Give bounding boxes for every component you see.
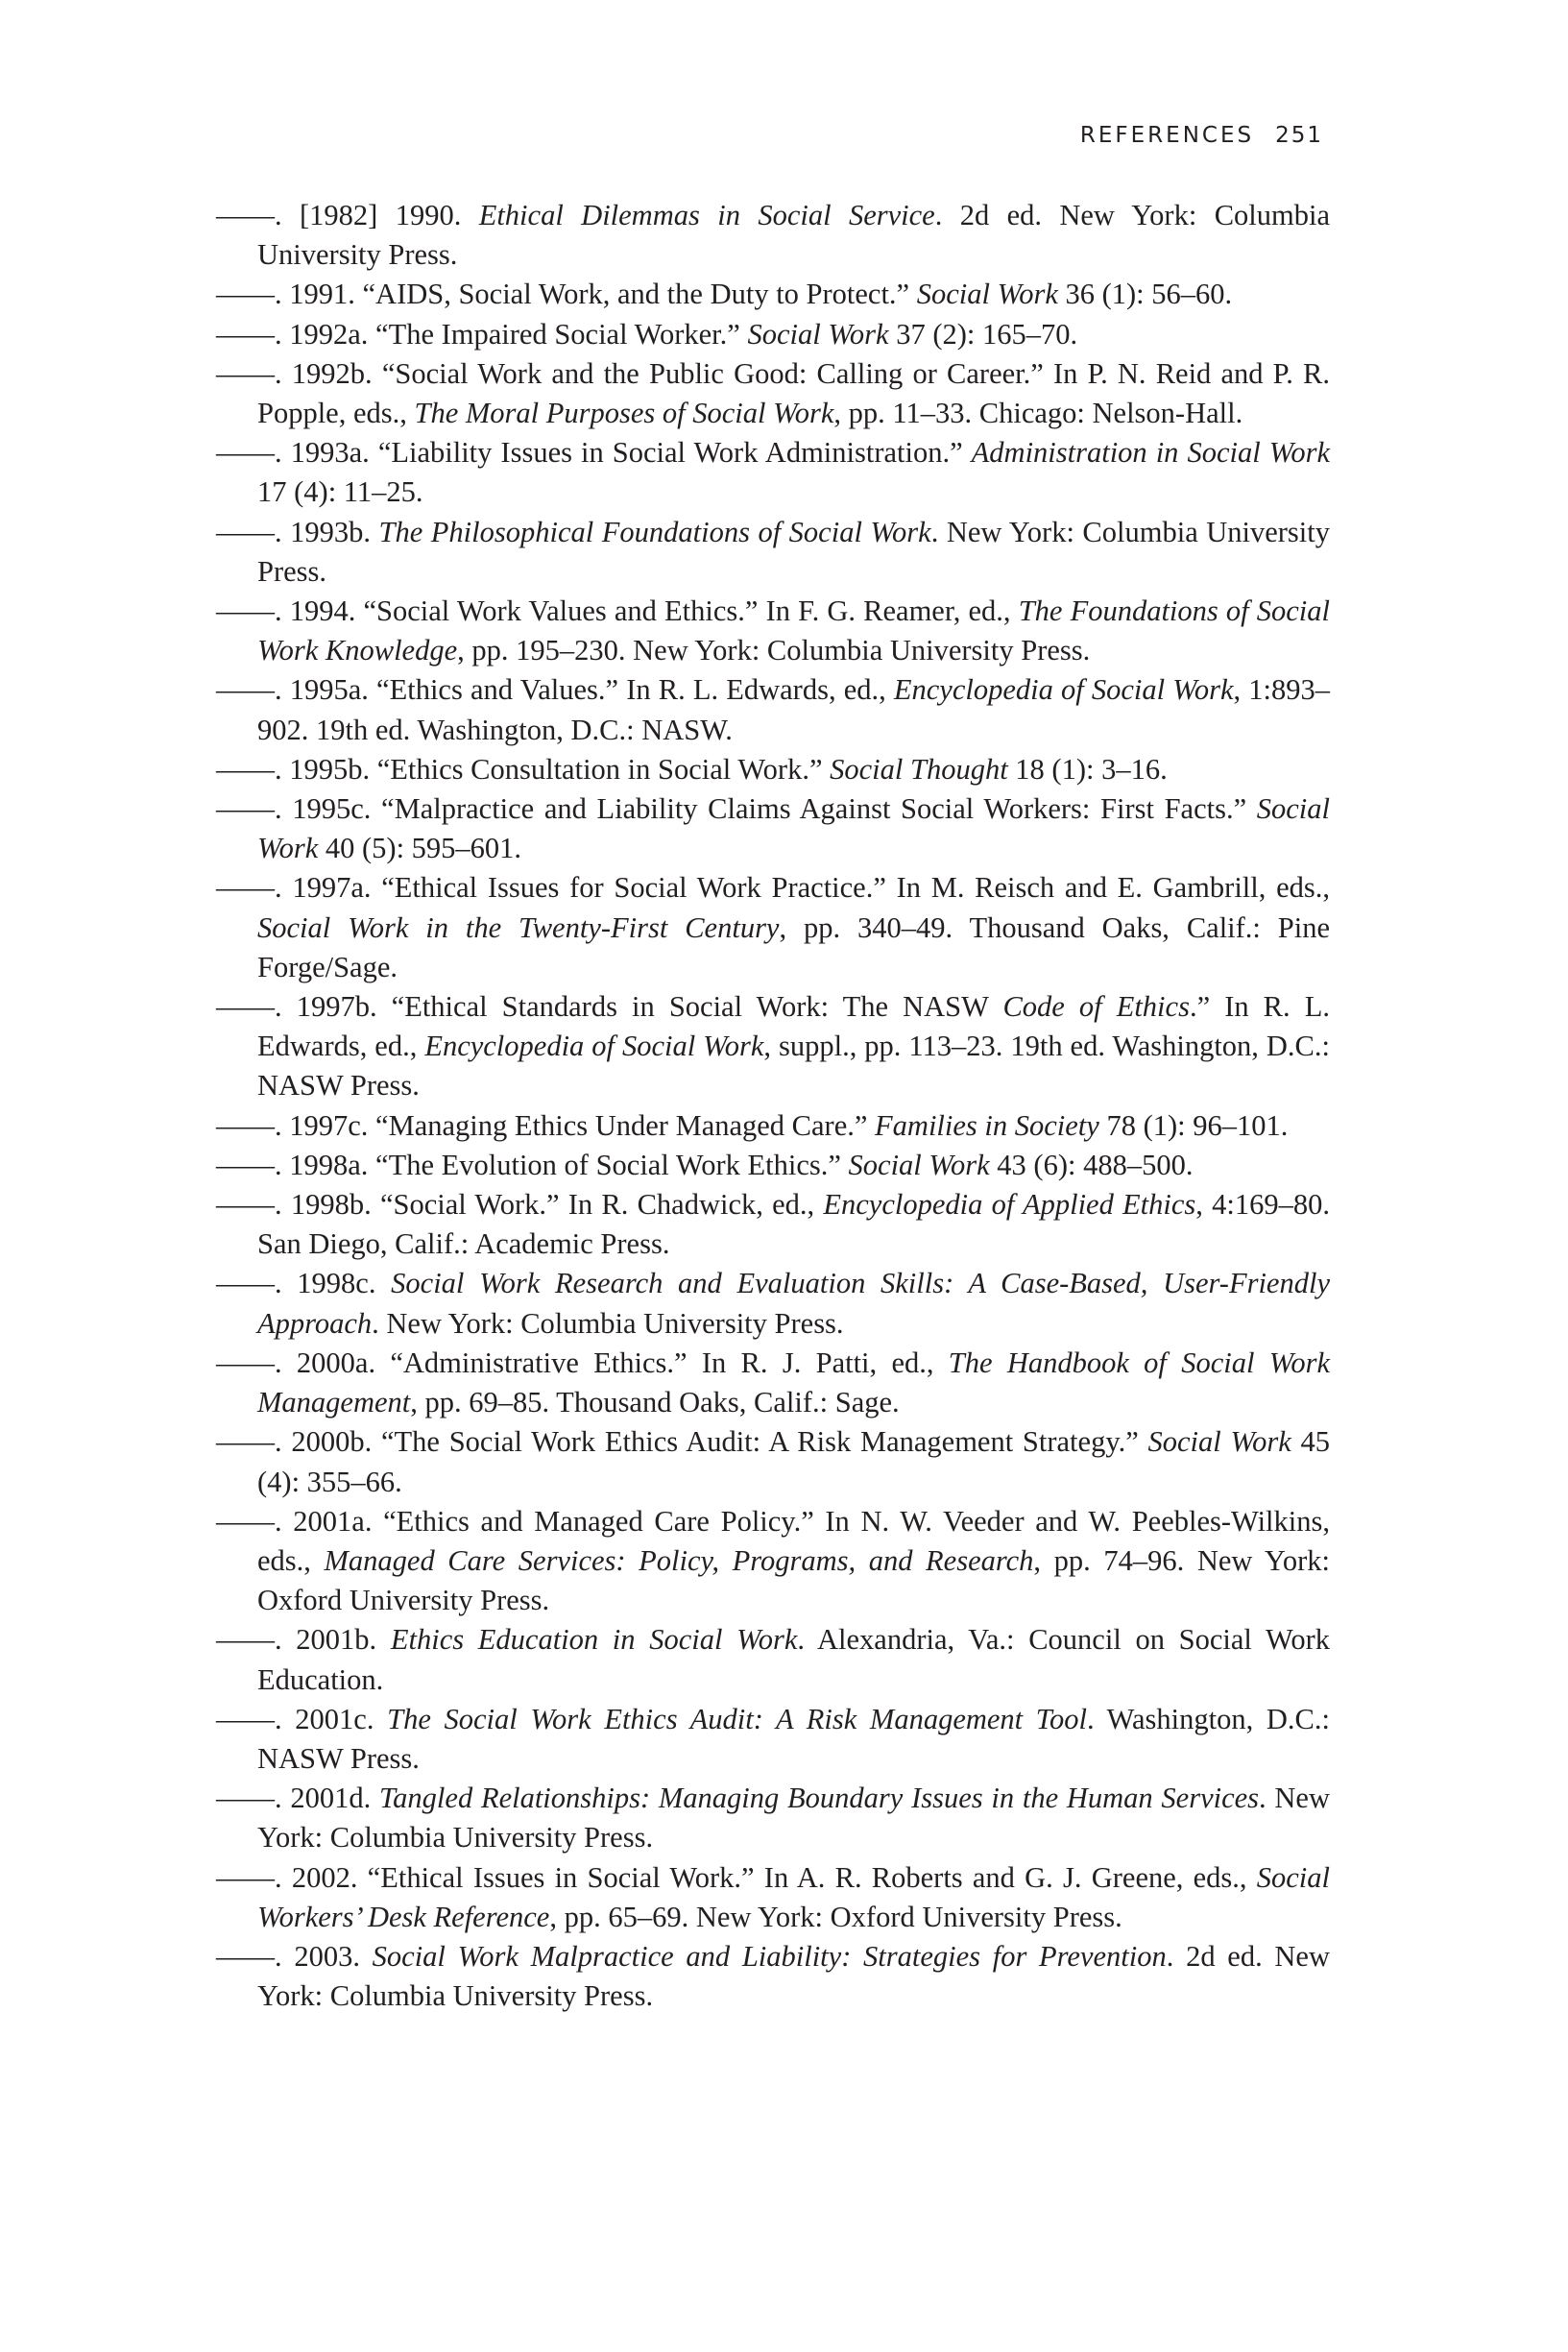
reference-entry: ——. 1995c. “Malpractice and Liability Claims Against Social Workers: First Facts.” Social Work 40 (5): 595–601. xyxy=(216,792,1330,865)
reference-entry: ——. 2002. “Ethical Issues in Social Work.” In A. R. Roberts and G. J. Greene, eds., Social Workers’ Desk Reference, pp. 65–69. New York: Oxford University Press. xyxy=(216,1860,1330,1933)
work-title: Social Work xyxy=(848,1148,990,1181)
work-title: Tangled Relationships: Managing Boundary Issues in the Human Services xyxy=(379,1782,1260,1815)
repeat-author-dash: ——. xyxy=(216,1267,282,1300)
repeat-author-dash: ——. xyxy=(216,199,282,231)
repeat-author-dash: ——. xyxy=(216,1504,282,1538)
work-title: Social Work xyxy=(257,792,1330,865)
work-title: Code of Ethics xyxy=(1002,990,1190,1024)
reference-entry: ——. 1992b. “Social Work and the Public Good: Calling or Career.” In P. N. Reid and P. R. Popple, eds., The Moral Purposes of Social Work, pp. 11–33. Chicago: Nelson-Hall. xyxy=(216,356,1330,430)
reference-entry: ——. 1995b. “Ethics Consultation in Social Work.” Social Thought 18 (1): 3–16. xyxy=(216,752,1168,786)
reference-entry: ——. 2001d. Tangled Relationships: Managing Boundary Issues in the Human Services. New York: Columbia University Press. xyxy=(216,1782,1330,1855)
work-title: Administration in Social Work xyxy=(971,436,1330,470)
work-title: Social Work in the Twenty-First Century xyxy=(257,910,780,944)
repeat-author-dash: ——. xyxy=(216,1108,282,1142)
work-title: Ethics Education in Social Work xyxy=(390,1623,798,1657)
reference-entry: ——. 2003. Social Work Malpractice and Liability: Strategies for Prevention. 2d ed. New York: Columbia University Press. xyxy=(216,1939,1330,2013)
repeat-author-dash: ——. xyxy=(216,990,282,1024)
repeat-author-dash: ——. xyxy=(216,1702,282,1735)
work-title: Encyclopedia of Social Work xyxy=(893,673,1234,707)
repeat-author-dash: ——. xyxy=(216,792,282,826)
repeat-author-dash: ——. xyxy=(216,1939,282,1973)
repeat-author-dash: ——. xyxy=(216,278,282,311)
work-title: Social Work xyxy=(916,278,1058,311)
reference-entry: ——. 1995a. “Ethics and Values.” In R. L. Edwards, ed., Encyclopedia of Social Work, 1:893–902. 19th ed. Washington, D.C.: NASW. xyxy=(216,673,1330,746)
repeat-author-dash: ——. xyxy=(216,752,282,786)
reference-entry: ——. 2000a. “Administrative Ethics.” In R. J. Patti, ed., The Handbook of Social Work Management, pp. 69–85. Thousand Oaks, Calif.: Sage. xyxy=(216,1346,1330,1419)
reference-entry: ——. 1994. “Social Work Values and Ethics.” In F. G. Reamer, ed., The Foundations of Social Work Knowledge, pp. 195–230. New York: Columbia University Press. xyxy=(216,594,1330,667)
repeat-author-dash: ——. xyxy=(216,673,282,707)
work-title: The Foundations of Social Work Knowledge xyxy=(257,594,1330,667)
reference-entry: ——. 1991. “AIDS, Social Work, and the Duty to Protect.” Social Work 36 (1): 56–60. xyxy=(216,278,1233,311)
repeat-author-dash: ——. xyxy=(216,1623,282,1657)
repeat-author-dash: ——. xyxy=(216,317,282,351)
work-title: Social Workers’ Desk Reference xyxy=(257,1860,1330,1933)
reference-entry: ——. 1992a. “The Impaired Social Worker.” Social Work 37 (2): 165–70. xyxy=(216,317,1078,351)
reference-entry: ——. 2001a. “Ethics and Managed Care Policy.” In N. W. Veeder and W. Peebles-Wilkins, eds., Managed Care Services: Policy, Programs, and Research, pp. 74–96. New York: Oxford University Press. xyxy=(216,1504,1330,1617)
work-title: Social Work Malpractice and Liability: Strategies for Prevention xyxy=(372,1939,1167,1973)
section-title: REFERENCES xyxy=(1079,123,1255,148)
reference-entry: ——. [1982] 1990. Ethical Dilemmas in Social Service. 2d ed. New York: Columbia University Press. xyxy=(216,199,1330,272)
work-title: Social Work xyxy=(747,317,889,351)
work-title: Social Thought xyxy=(830,752,1008,786)
repeat-author-dash: ——. xyxy=(216,356,282,390)
reference-entry: ——. 1993a. “Liability Issues in Social Work Administration.” Administration in Social Work 17 (4): 11–25. xyxy=(216,436,1330,509)
reference-list xyxy=(216,196,1330,2016)
work-title: The Philosophical Foundations of Social Work xyxy=(378,515,931,548)
work-title: The Handbook of Social Work Management xyxy=(257,1346,1330,1419)
reference-entry: ——. 1997a. “Ethical Issues for Social Work Practice.” In M. Reisch and E. Gambrill, eds., Social Work in the Twenty-First Century, pp. 340–49. Thousand Oaks, Calif.: Pine Forge/Sage. xyxy=(216,871,1331,983)
work-title: The Moral Purposes of Social Work xyxy=(414,397,834,430)
repeat-author-dash: ——. xyxy=(216,1188,282,1222)
repeat-author-dash: ——. xyxy=(216,515,282,548)
work-title: Encyclopedia of Applied Ethics xyxy=(823,1188,1196,1222)
repeat-author-dash: ——. xyxy=(216,1148,282,1181)
reference-entry: ——. 1998b. “Social Work.” In R. Chadwick, ed., Encyclopedia of Applied Ethics, 4:169–80. San Diego, Calif.: Academic Press. xyxy=(216,1188,1330,1261)
page-number: 251 xyxy=(1275,123,1323,148)
work-title: Social Work xyxy=(1147,1425,1291,1459)
work-title: Managed Care Services: Policy, Programs, and Research xyxy=(324,1543,1034,1577)
reference-entry: ——. 1997b. “Ethical Standards in Social Work: The NASW Code of Ethics.” In R. L. Edwards, ed., Encyclopedia of Social Work, suppl., pp. 113–23. 19th ed. Washington, D.C.: NASW Press. xyxy=(216,990,1330,1103)
reference-entry: ——. 2000b. “The Social Work Ethics Audit: A Risk Management Strategy.” Social Work 45 (4): 355–66. xyxy=(216,1425,1331,1498)
work-title: Social Work Research and Evaluation Skills: A Case-Based, User-Friendly Approach xyxy=(257,1267,1330,1340)
reference-entry: ——. 2001c. The Social Work Ethics Audit: A Risk Management Tool. Washington, D.C.: NASW Press. xyxy=(216,1702,1330,1775)
work-title: The Social Work Ethics Audit: A Risk Management Tool xyxy=(387,1702,1087,1735)
work-title: Encyclopedia of Social Work xyxy=(424,1030,764,1063)
reference-entry: ——. 1993b. The Philosophical Foundations of Social Work. New York: Columbia University Press. xyxy=(216,515,1331,588)
repeat-author-dash: ——. xyxy=(216,871,282,905)
repeat-author-dash: ——. xyxy=(216,594,282,628)
reference-entry: ——. 1997c. “Managing Ethics Under Managed Care.” Families in Society 78 (1): 96–101. xyxy=(216,1108,1289,1142)
repeat-author-dash: ——. xyxy=(216,1425,282,1459)
repeat-author-dash: ——. xyxy=(216,1346,282,1379)
reference-entry: ——. 2001b. Ethics Education in Social Work. Alexandria, Va.: Council on Social Work Education. xyxy=(216,1623,1330,1696)
repeat-author-dash: ——. xyxy=(216,1860,282,1894)
repeat-author-dash: ——. xyxy=(216,1782,282,1815)
reference-entry: ——. 1998c. Social Work Research and Evaluation Skills: A Case-Based, User-Friendly Approach. New York: Columbia University Press. xyxy=(216,1267,1330,1340)
reference-entry: ——. 1998a. “The Evolution of Social Work Ethics.” Social Work 43 (6): 488–500. xyxy=(216,1148,1194,1181)
running-head xyxy=(1080,123,1323,148)
repeat-author-dash: ——. xyxy=(216,436,282,470)
work-title: Families in Society xyxy=(875,1108,1099,1142)
work-title: Ethical Dilemmas in Social Service xyxy=(478,199,935,231)
